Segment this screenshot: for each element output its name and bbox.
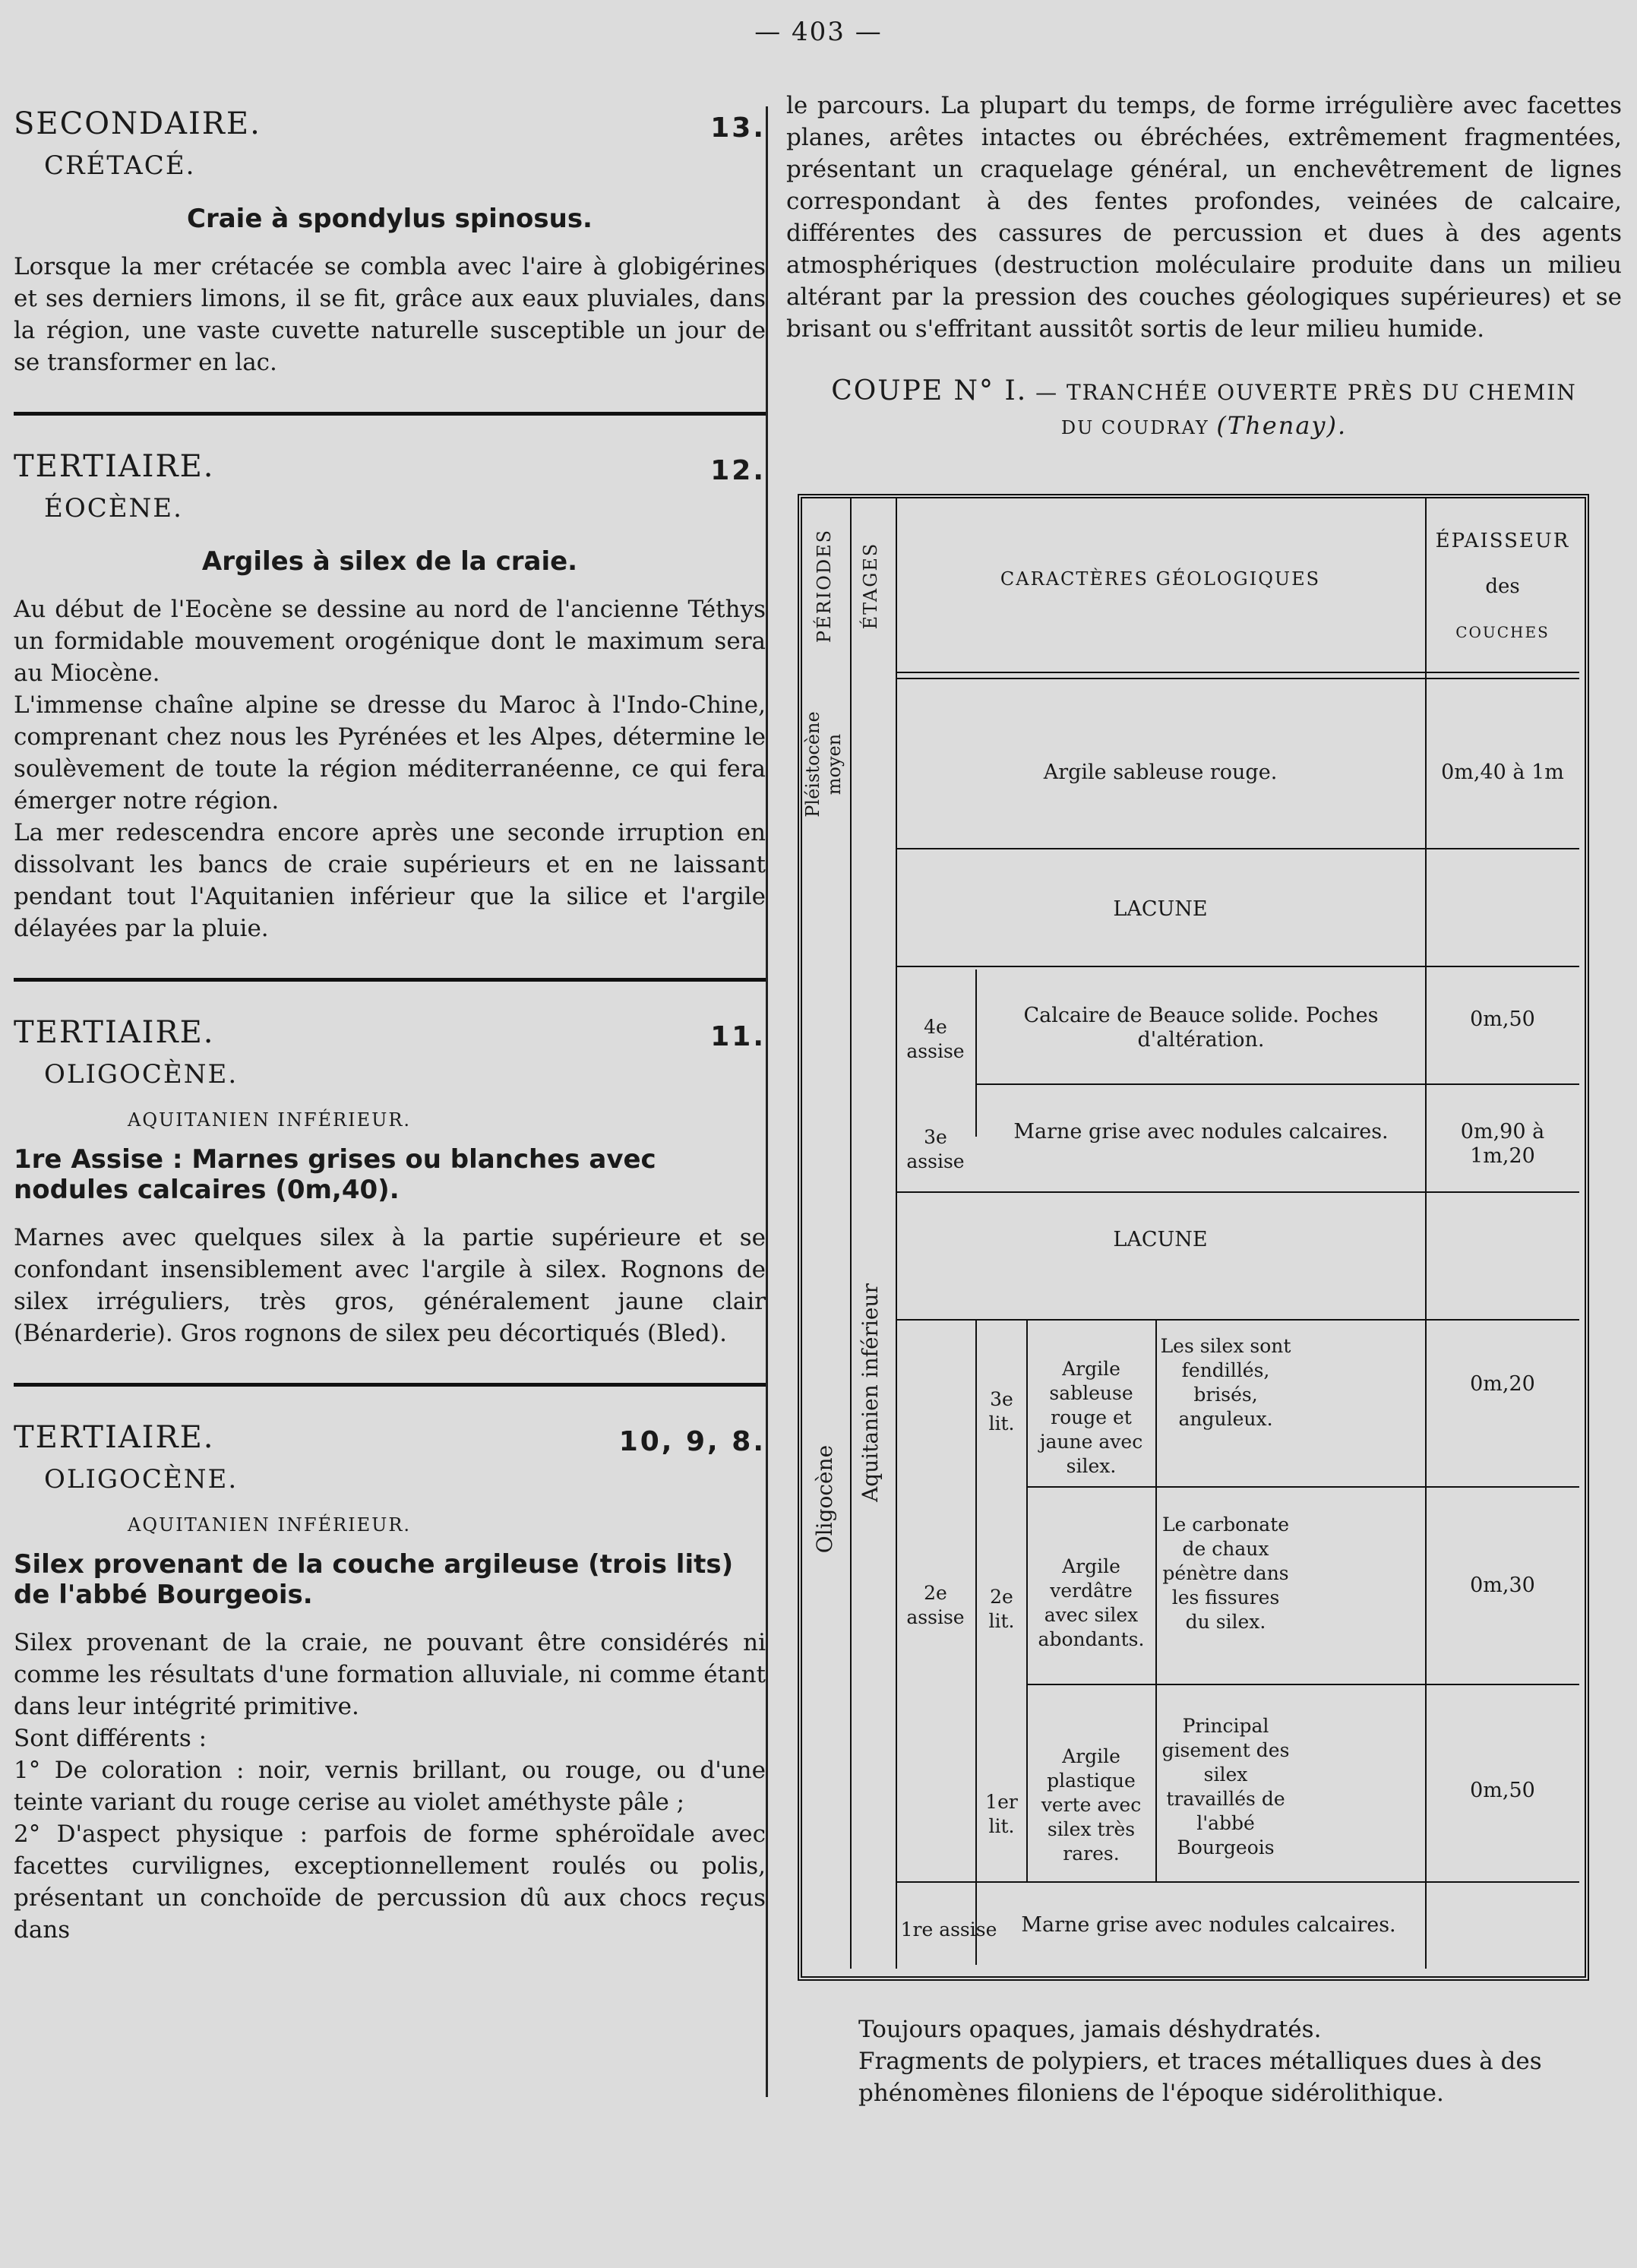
section-paragraph: Lorsque la mer crétacée se combla avec l'aire à globigérines et ses derniers limons, il se fit, grâce aux eaux pluviales, dans la région, une vaste cuvette naturelle susceptible un jour de se transformer en lac. <box>14 253 766 376</box>
section-number: 11. <box>710 1021 766 1052</box>
row-thickness: 0m,90 à 1m,20 <box>1460 1120 1545 1168</box>
lit-note: Les silex sont fendillés, brisés, anguleux. <box>1160 1335 1291 1430</box>
section-paragraph: Au début de l'Eocène se dessine au nord de l'ancienne Téthys un formidable mouvement orogénique dont le maximum sera au Miocène. <box>14 596 766 687</box>
table-hrule <box>896 848 1579 849</box>
section-paragraph: L'immense chaîne alpine se dresse du Maroc à l'Indo-Chine, comprenant chez nous les Pyrénées et les Alpes, détermine le soulèvement de toute la région méditerranéenne, ce qui fera émerger notre région. <box>14 691 766 815</box>
header-caracteres: CARACTÈRES GÉOLOGIQUES <box>1000 568 1321 590</box>
table-vrule <box>1425 498 1427 1969</box>
header-etages: ÉTAGES <box>860 542 881 630</box>
section-era: SECONDAIRE. <box>14 106 261 141</box>
table-hrule <box>975 1083 1579 1085</box>
lacune: LACUNE <box>1113 897 1208 921</box>
lacune: LACUNE <box>1113 1228 1208 1251</box>
section-title: Craie à spondylus spinosus. <box>187 204 593 234</box>
period-pleistocene: Pléistocène moyen <box>802 711 845 818</box>
section-paragraph: 2° D'aspect physique : parfois de forme sphéroïdale avec facettes curvilignes, exceptionnellement roulés ou polis, présentant un conchoïde de percussion dû aux chocs reçus dans <box>14 1820 766 1944</box>
section-title: Argiles à silex de la craie. <box>201 546 578 577</box>
right-column <box>786 90 1622 440</box>
section-header <box>14 1015 766 1099</box>
section-paragraph: Marnes avec quelques silex à la partie supérieure et se confondant insensiblement avec l'argile à silex. Rognons de silex irréguliers, très gros, généralement jaune clair (Bénarderie). Gros rognons de silex peu décortiqués (Bled). <box>14 1224 766 1347</box>
table-hrule <box>896 1191 1579 1193</box>
row-thickness: 0m,40 à 1m <box>1441 761 1564 784</box>
section-rule <box>14 978 766 982</box>
section-number: 12. <box>710 455 766 486</box>
lit-label: 2e lit. <box>988 1586 1015 1632</box>
table-hrule <box>1026 1486 1579 1488</box>
note-line: Fragments de polypiers, et traces métalliques dues à des phénomènes filoniens de l'époque sidérolithique. <box>858 2048 1542 2107</box>
page-number: — 403 — <box>754 17 883 47</box>
section-13 <box>14 106 766 416</box>
row-desc: Calcaire de Beauce solide. Poches d'altération. <box>1023 1004 1379 1052</box>
coupe-desc-2: DU COUDRAY <box>1060 417 1209 438</box>
coupe-dash: — <box>1035 380 1059 405</box>
table-vrule <box>1155 1319 1157 1881</box>
assise-label: 3e assise <box>906 1126 965 1172</box>
section-paragraph: 1° De coloration : noir, vernis brillant, ou rouge, ou d'une teinte variant du rouge cerise au violet améthyste pâle ; <box>14 1757 766 1816</box>
section-title: 1re Assise : Marnes grises ou blanches avec nodules calcaires (0m,40). <box>14 1144 656 1205</box>
row-thickness: 0m,20 <box>1470 1372 1535 1396</box>
table-header-rule <box>896 672 1579 673</box>
header-des: des <box>1485 575 1520 598</box>
section-header <box>14 106 766 190</box>
table-header-rule <box>896 678 1579 679</box>
geological-section-table <box>798 494 1589 1981</box>
lit-label: 1er lit. <box>985 1791 1018 1837</box>
table-hrule <box>896 966 1579 967</box>
section-period: CRÉTACÉ. <box>44 150 196 181</box>
section-11 <box>14 1015 766 1387</box>
section-rule <box>14 1383 766 1387</box>
section-rule <box>14 412 766 416</box>
coupe-heading <box>786 375 1622 440</box>
header-couches: COUCHES <box>1455 623 1550 641</box>
assise-label: 4e assise <box>906 1016 965 1062</box>
section-header <box>14 449 766 533</box>
header-periodes: PÉRIODES <box>814 528 835 644</box>
table-vrule <box>1026 1319 1028 1881</box>
section-era: TERTIAIRE. <box>14 449 215 484</box>
lit-note: Le carbonate de chaux pénètre dans les fissures du silex. <box>1161 1514 1290 1633</box>
table-hrule <box>1026 1684 1579 1685</box>
section-paragraph: Silex provenant de la craie, ne pouvant être considérés ni comme les résultats d'une formation alluviale, ni comme étant dans leur intégrité primitive. <box>14 1629 766 1720</box>
lit-desc: Argile verdâtre avec silex abondants. <box>1038 1555 1145 1650</box>
column-divider <box>766 106 768 2097</box>
left-column <box>14 106 766 1946</box>
lit-desc: Argile sableuse rouge et jaune avec silex. <box>1039 1358 1143 1477</box>
table-hrule <box>896 1319 1579 1321</box>
stage-aquitanien: Aquitanien inférieur <box>858 1283 883 1502</box>
section-period: OLIGOCÈNE. <box>44 1464 239 1495</box>
section-period: OLIGOCÈNE. <box>44 1059 239 1090</box>
section-header <box>14 1420 766 1504</box>
section-number: 13. <box>710 112 766 144</box>
section-era: TERTIAIRE. <box>14 1420 215 1455</box>
continuation-paragraph: le parcours. La plupart du temps, de forme irrégulière avec facettes planes, arêtes intactes ou ébréchées, extrêmement fragmentées, présentant un craquelage général, un enchevêtrement de lignes correspondant à des fentes profondes, veinées de calcaire, différentes des cassures de percussion et dues à des agents atmosphériques (destruction moléculaire produite dans un milieu altérant par la pression des couches géologiques supérieures) et se brisant ou s'effritant aussitôt sortis de leur milieu humide. <box>786 92 1622 343</box>
section-title: Silex provenant de la couche argileuse (trois lits) de l'abbé Bourgeois. <box>14 1549 734 1610</box>
row-desc: Argile sableuse rouge. <box>1043 761 1278 784</box>
table-vrule <box>975 970 977 1083</box>
section-paragraph: La mer redescendra encore après une seconde irruption en dissolvant les bancs de craie supérieurs et en ne laissant pendant tout l'Aquitanien inférieur que la silice et l'argile délayées par la pluie. <box>14 819 766 942</box>
table-hrule <box>896 1881 1579 1883</box>
notes <box>828 2013 1610 2109</box>
note-line: Toujours opaques, jamais déshydratés. <box>858 2016 1322 2043</box>
section-paragraph: Sont différents : <box>14 1725 207 1752</box>
section-10-9-8 <box>14 1420 766 1946</box>
section-period: ÉOCÈNE. <box>44 493 183 524</box>
coupe-place: (Thenay). <box>1216 411 1348 440</box>
coupe-desc-1: TRANCHÉE OUVERTE PRÈS DU CHEMIN <box>1066 380 1577 405</box>
section-era: TERTIAIRE. <box>14 1015 215 1050</box>
assise-label: 2e assise <box>906 1582 965 1628</box>
row-desc: Marne grise avec nodules calcaires. <box>1021 1913 1396 1937</box>
header-epaisseur: ÉPAISSEUR <box>1435 530 1570 552</box>
lit-label: 3e lit. <box>988 1388 1015 1435</box>
section-stage: AQUITANIEN INFÉRIEUR. <box>128 1514 412 1536</box>
period-oligocene: Oligocène <box>812 1444 837 1554</box>
lit-desc: Argile plastique verte avec silex très rares. <box>1041 1745 1142 1865</box>
section-stage: AQUITANIEN INFÉRIEUR. <box>128 1109 412 1131</box>
coupe-label: COUPE N° I. <box>831 375 1028 406</box>
lit-note: Principal gisement des silex travaillés de l'abbé Bourgeois <box>1161 1715 1290 1858</box>
table-vrule <box>850 498 852 1969</box>
row-thickness: 0m,30 <box>1470 1574 1535 1597</box>
section-number: 10, 9, 8. <box>618 1426 766 1457</box>
assise-label: 1re assise <box>900 1918 997 1941</box>
section-12 <box>14 449 766 982</box>
row-desc: Marne grise avec nodules calcaires. <box>1013 1120 1389 1143</box>
row-thickness: 0m,50 <box>1470 1007 1535 1031</box>
row-thickness: 0m,50 <box>1470 1779 1535 1802</box>
